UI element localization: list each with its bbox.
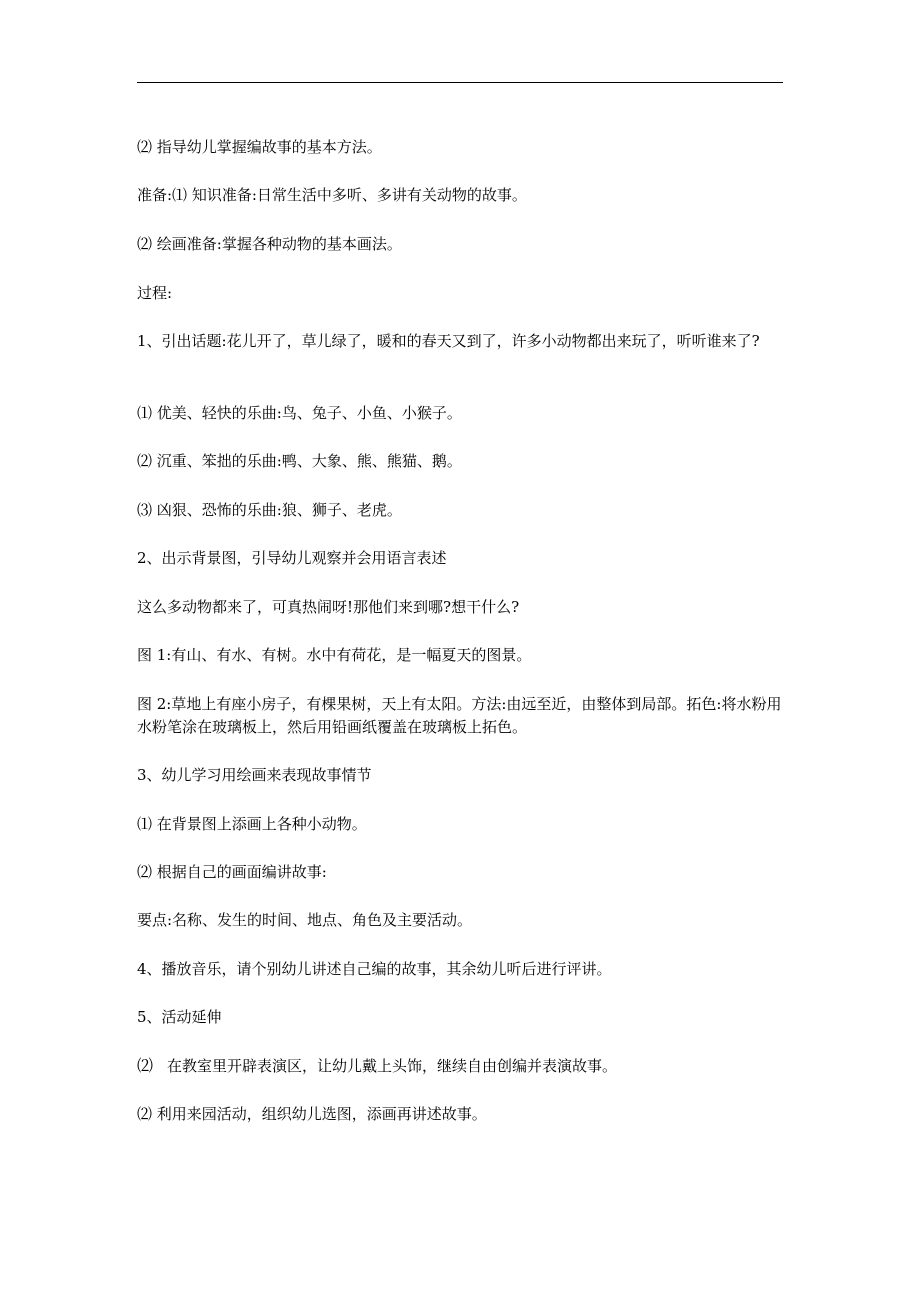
paragraph-extension-2: ⑵ 利用来园活动，组织幼儿选图，添画再讲述故事。 [137,1105,487,1123]
paragraph-picture-1: 图 1:有山、有水、有树。水中有荷花，是一幅夏天的图景。 [137,646,532,664]
paragraph-step-5: 5、活动延伸 [137,1008,222,1026]
paragraph-step-1: 1、引出话题:花儿开了，草儿绿了，暖和的春天又到了，许多小动物都出来玩了，听听谁来了? [137,332,760,350]
paragraph-preparation-2: ⑵ 绘画准备:掌握各种动物的基本画法。 [137,235,402,253]
paragraph-key-points: 要点:名称、发生的时间、地点、角色及主要活动。 [137,911,473,929]
paragraph-step-4: 4、播放音乐，请个别幼儿讲述自己编的故事，其余幼儿听后进行评讲。 [137,960,612,978]
list-number: ⑵ [137,1056,154,1075]
paragraph-draw-animals: ⑴ 在背景图上添画上各种小动物。 [137,815,367,833]
paragraph-music-2: ⑵ 沉重、笨拙的乐曲:鸭、大象、熊、熊猫、鹅。 [137,452,462,470]
paragraph-question: 这么多动物都来了，可真热闹呀!那他们来到哪?想干什么? [137,598,520,616]
paragraph-picture-2: 图 2:草地上有座小房子，有棵果树，天上有太阳。方法:由远至近，由整体到局部。拓色:将水粉用水粉笔涂在玻璃板上，然后用铅画纸覆盖在玻璃板上拓色。 [137,695,782,736]
paragraph-step-3: 3、幼儿学习用绘画来表现故事情节 [137,766,372,784]
paragraph-step-2: 2、出示背景图，引导幼儿观察并会用语言表述 [137,549,447,567]
paragraph-preparation-1: 准备:⑴ 知识准备:日常生活中多听、多讲有关动物的故事。 [137,186,527,204]
paragraph-music-3: ⑶ 凶狠、恐怖的乐曲:狼、狮子、老虎。 [137,501,402,519]
section-heading-process: 过程: [137,284,173,302]
paragraph-goal-2: ⑵ 指导幼儿掌握编故事的基本方法。 [137,138,382,156]
header-rule [137,82,783,83]
extension-1-text: 在教室里开辟表演区，让幼儿戴上头饰，继续自由创编并表演故事。 [167,1057,618,1075]
paragraph-music-1: ⑴ 优美、轻快的乐曲:鸟、兔子、小鱼、小猴子。 [137,404,462,422]
paragraph-tell-story: ⑵ 根据自己的画面编讲故事: [137,863,327,881]
paragraph-extension-1 [137,1054,787,1078]
